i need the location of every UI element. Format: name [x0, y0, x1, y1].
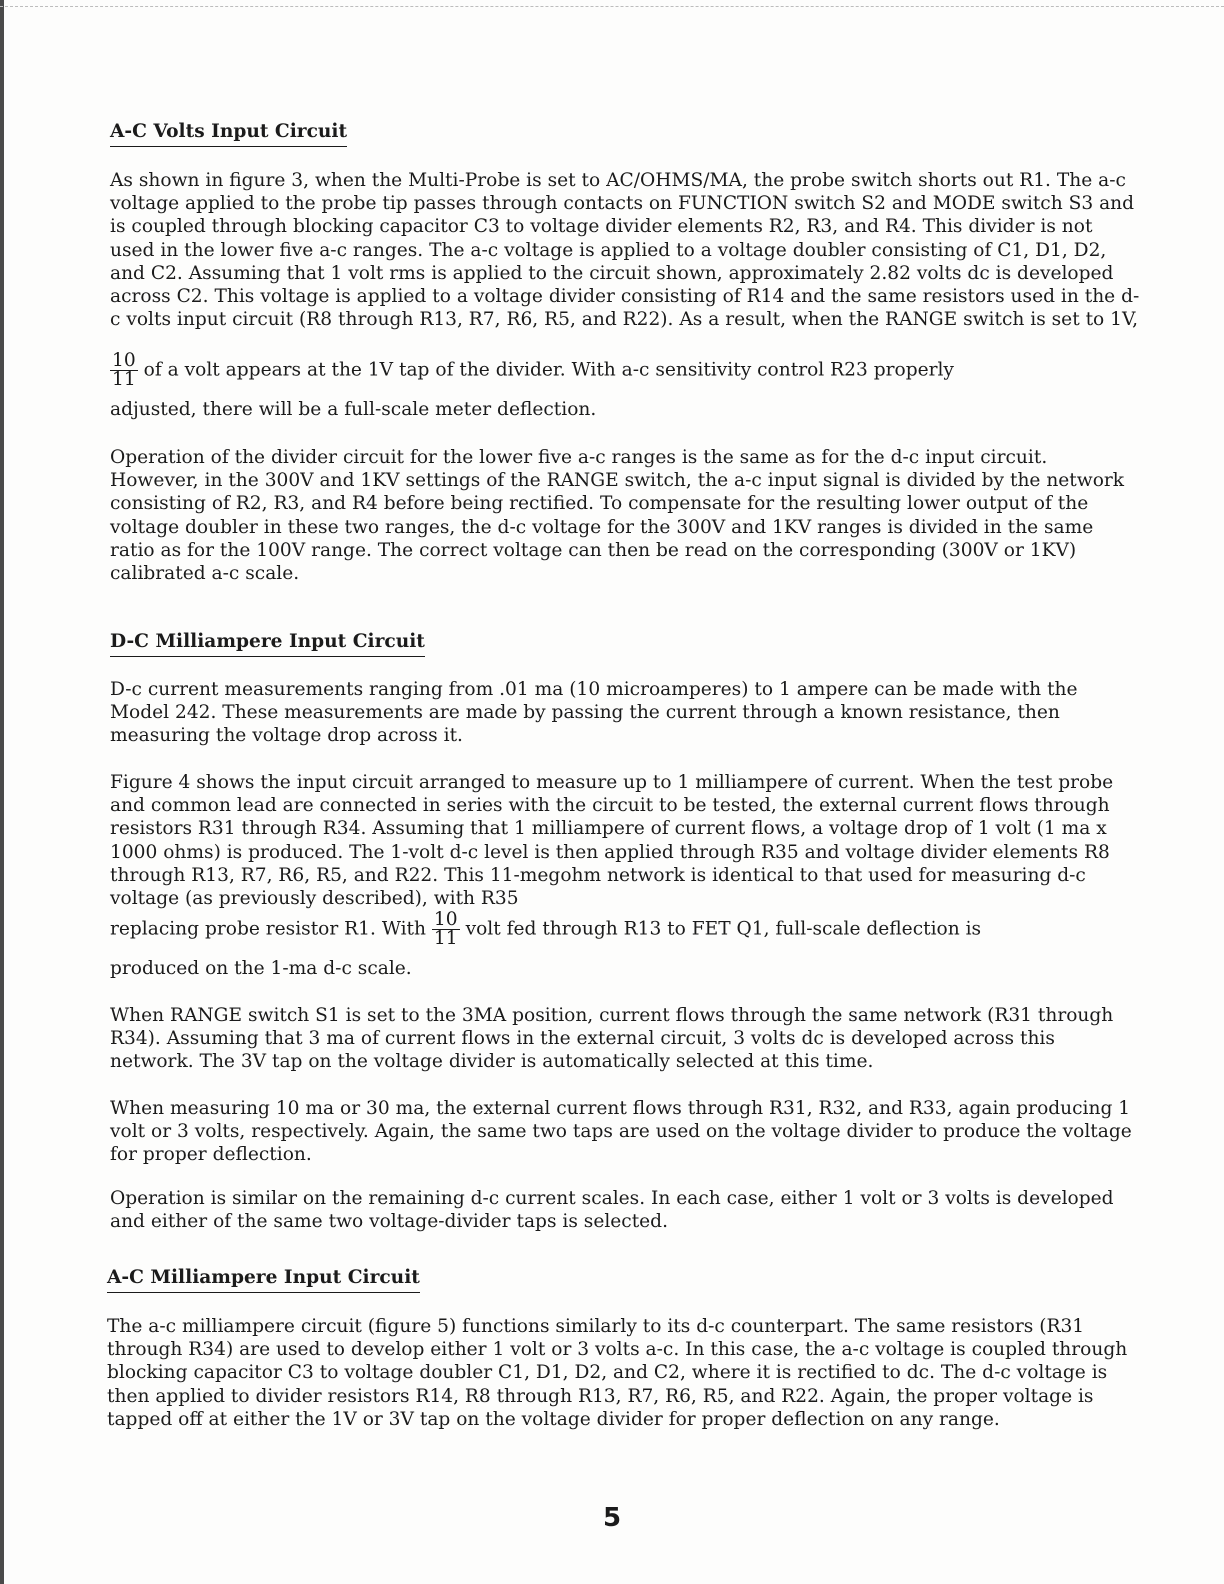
section-dc-ma-p2	[110, 771, 1140, 910]
section-dc-ma-p1	[110, 678, 1140, 748]
section-ac-volts-p2	[110, 446, 1140, 585]
paragraph: Operation of the divider circuit for the lower five a-c ranges is the same as for the d-c input circuit. However, in the 300V and 1KV settings of the RANGE switch, the a-c input signal is divided by the network consisting of R2, R3, and R4 before being rectified. To compensate for the resulting lower output of the voltage doubler in these two ranges, the d-c voltage for the 300V and 1KV ranges is divided in the same ratio as for the 100V range. The correct voltage can then be read on the corresponding (300V or 1KV) calibrated a-c scale.	[110, 447, 1125, 585]
paragraph-end: adjusted, there will be a full-scale meter deflection.	[110, 399, 597, 420]
paragraph-continuation: of a volt appears at the 1V tap of the divider. With a-c sensitivity control R23 properly	[143, 359, 954, 381]
paragraph-end: produced on the 1-ma d-c scale.	[110, 958, 412, 979]
section-heading: D-C Milliampere Input Circuit	[110, 630, 1140, 657]
fraction-line: replacing probe resistor R1. With $\frac{10}{11}$ volt fed through R13 to FET Q1, full-scale deflection is	[110, 909, 982, 949]
section-ac-ma-p1	[107, 1315, 1137, 1431]
section-dc-ma-p4	[110, 1097, 1140, 1167]
paragraph: When RANGE switch S1 is set to the 3MA position, current flows through the same network (R31 through R34). Assuming that 3 ma of current flows in the external circuit, 3 volts dc is developed across this network. The 3V tap on the voltage divider is automatically selected at this time.	[110, 1005, 1114, 1073]
scan-top-edge	[0, 6, 1224, 7]
paragraph: The a-c milliampere circuit (figure 5) functions similarly to its d-c counterpart. The same resistors (R31 through R34) are used to develop either 1 volt or 3 volts a-c. In this case, the a-c voltage is coupled through blocking capacitor C3 to voltage doubler C1, D1, D2, and C2, where it is rectified to dc. The d-c voltage is then applied to divider resistors R14, R8 through R13, R7, R6, R5, and R22. Again, the proper voltage is tapped off at either the 1V or 3V tap on the voltage divider for proper deflection on any range.	[107, 1316, 1128, 1430]
section-ac-volts-body	[110, 169, 1140, 331]
fraction: $\frac{10}{11}$	[112, 350, 136, 390]
scan-edge	[0, 0, 4, 1584]
paragraph: D-c current measurements ranging from .01 ma (10 microamperes) to 1 ampere can be made with the Model 242. These measurements are made by passing the current through a known resistance, then measuring the voltage drop across it.	[110, 679, 1078, 747]
page-number: 5	[602, 1503, 622, 1533]
section-ac-milliampere	[107, 1266, 1137, 1293]
section-heading: A-C Milliampere Input Circuit	[107, 1266, 1137, 1293]
paragraph: As shown in figure 3, when the Multi-Probe is set to AC/OHMS/MA, the probe switch shorts out R1. The a-c voltage applied to the probe tip passes through contacts on FUNCTION switch S2 and MODE switch S3 and is coupled through blocking capacitor C3 to voltage divider elements R2, R3, and R4. This divider is not used in the lower five a-c ranges. The a-c voltage is applied to a voltage doubler consisting of C1, D1, D2, and C2. Assuming that 1 volt rms is applied to the circuit shown, approximately 2.82 volts dc is developed across C2. This voltage is applied to a voltage divider consisting of R14 and the same resistors used in the d-c volts input circuit (R8 through R13, R7, R6, R5, and R22). As a result, when the RANGE switch is set to 1V,	[110, 170, 1140, 331]
section-dc-ma-p5	[110, 1187, 1140, 1233]
section-ac-volts	[110, 120, 1140, 147]
section-heading: A-C Volts Input Circuit	[110, 120, 1140, 147]
section-dc-ma-p3	[110, 1004, 1140, 1074]
fraction: $\frac{10}{11}$	[433, 909, 458, 949]
fraction-line	[110, 352, 1140, 389]
paragraph: When measuring 10 ma or 30 ma, the external current flows through R31, R32, and R33, again producing 1 volt or 3 volts, respectively. Again, the same two taps are used on the voltage divider to produce the voltage for proper deflection.	[110, 1098, 1132, 1166]
section-dc-milliampere	[110, 630, 1140, 657]
paragraph: Figure 4 shows the input circuit arranged to measure up to 1 milliampere of current. When the test probe and common lead are connected in series with the circuit to be tested, the external current flows through resistors R31 through R34. Assuming that 1 milliampere of current flows, a voltage drop of 1 volt (1 ma x 1000 ohms) is produced. The 1-volt d-c level is then applied through R35 and voltage divider elements R8 through R13, R7, R6, R5, and R22. This 11-megohm network is identical to that used for measuring d-c voltage (as previously described), with R35	[110, 772, 1114, 910]
paragraph: Operation is similar on the remaining d-c current scales. In each case, either 1 volt or 3 volts is developed and either of the same two voltage-divider taps is selected.	[110, 1188, 1114, 1233]
